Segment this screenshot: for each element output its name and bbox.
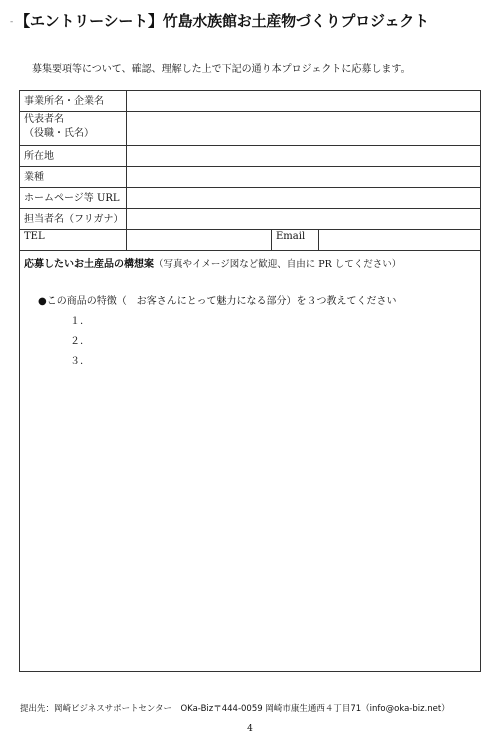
concept-heading-title: 応募したいお土産品の構想案	[24, 259, 154, 270]
address-field[interactable]	[127, 146, 481, 167]
industry-label: 業種	[20, 167, 127, 188]
concept-area[interactable]	[20, 251, 481, 672]
email-field[interactable]	[319, 230, 481, 251]
page-number: 4	[247, 724, 253, 734]
features-prompt: ●この商品の特徴（ お客さんにとって魅力になる部分）を３つ教えてください	[38, 296, 397, 307]
representative-label	[20, 112, 127, 146]
tel-field[interactable]	[127, 230, 272, 251]
representative-field[interactable]	[127, 112, 481, 146]
contact-person-label: 担当者名（フリガナ）	[20, 209, 127, 230]
representative-label-line2: （役職・氏名）	[24, 128, 94, 139]
submission-footer: 提出先：岡崎ビジネスサポートセンター OKa-Biz〒444-0059 岡崎市康生通西４丁目71（info@oka-biz.net）	[20, 704, 450, 714]
title-text: 【エントリーシート】竹島水族館お土産物づくりプロジェクト	[15, 12, 429, 30]
concept-heading	[24, 255, 476, 270]
concept-heading-note: （写真やイメージ図など歓迎、自由に PR してください）	[154, 259, 402, 270]
address-label: 所在地	[20, 146, 127, 167]
homepage-label: ホームページ等 URL	[20, 188, 127, 209]
feature-item-2: ２.	[70, 336, 84, 347]
intro-text: 募集要項等について、確認、理解した上で下記の通り本プロジェクトに応募します。	[32, 64, 411, 75]
tel-label: TEL	[20, 230, 127, 251]
entry-form-table	[19, 90, 481, 672]
representative-label-line1: 代表者名	[24, 114, 64, 125]
title-dash: -	[10, 16, 14, 27]
homepage-field[interactable]	[127, 188, 481, 209]
company-label: 事業所名・企業名	[20, 91, 127, 112]
industry-field[interactable]	[127, 167, 481, 188]
feature-item-1: １.	[70, 316, 84, 327]
contact-person-field[interactable]	[127, 209, 481, 230]
email-label: Email	[272, 230, 319, 251]
page-title	[10, 10, 495, 31]
feature-item-3: ３.	[70, 356, 84, 367]
company-field[interactable]	[127, 91, 481, 112]
